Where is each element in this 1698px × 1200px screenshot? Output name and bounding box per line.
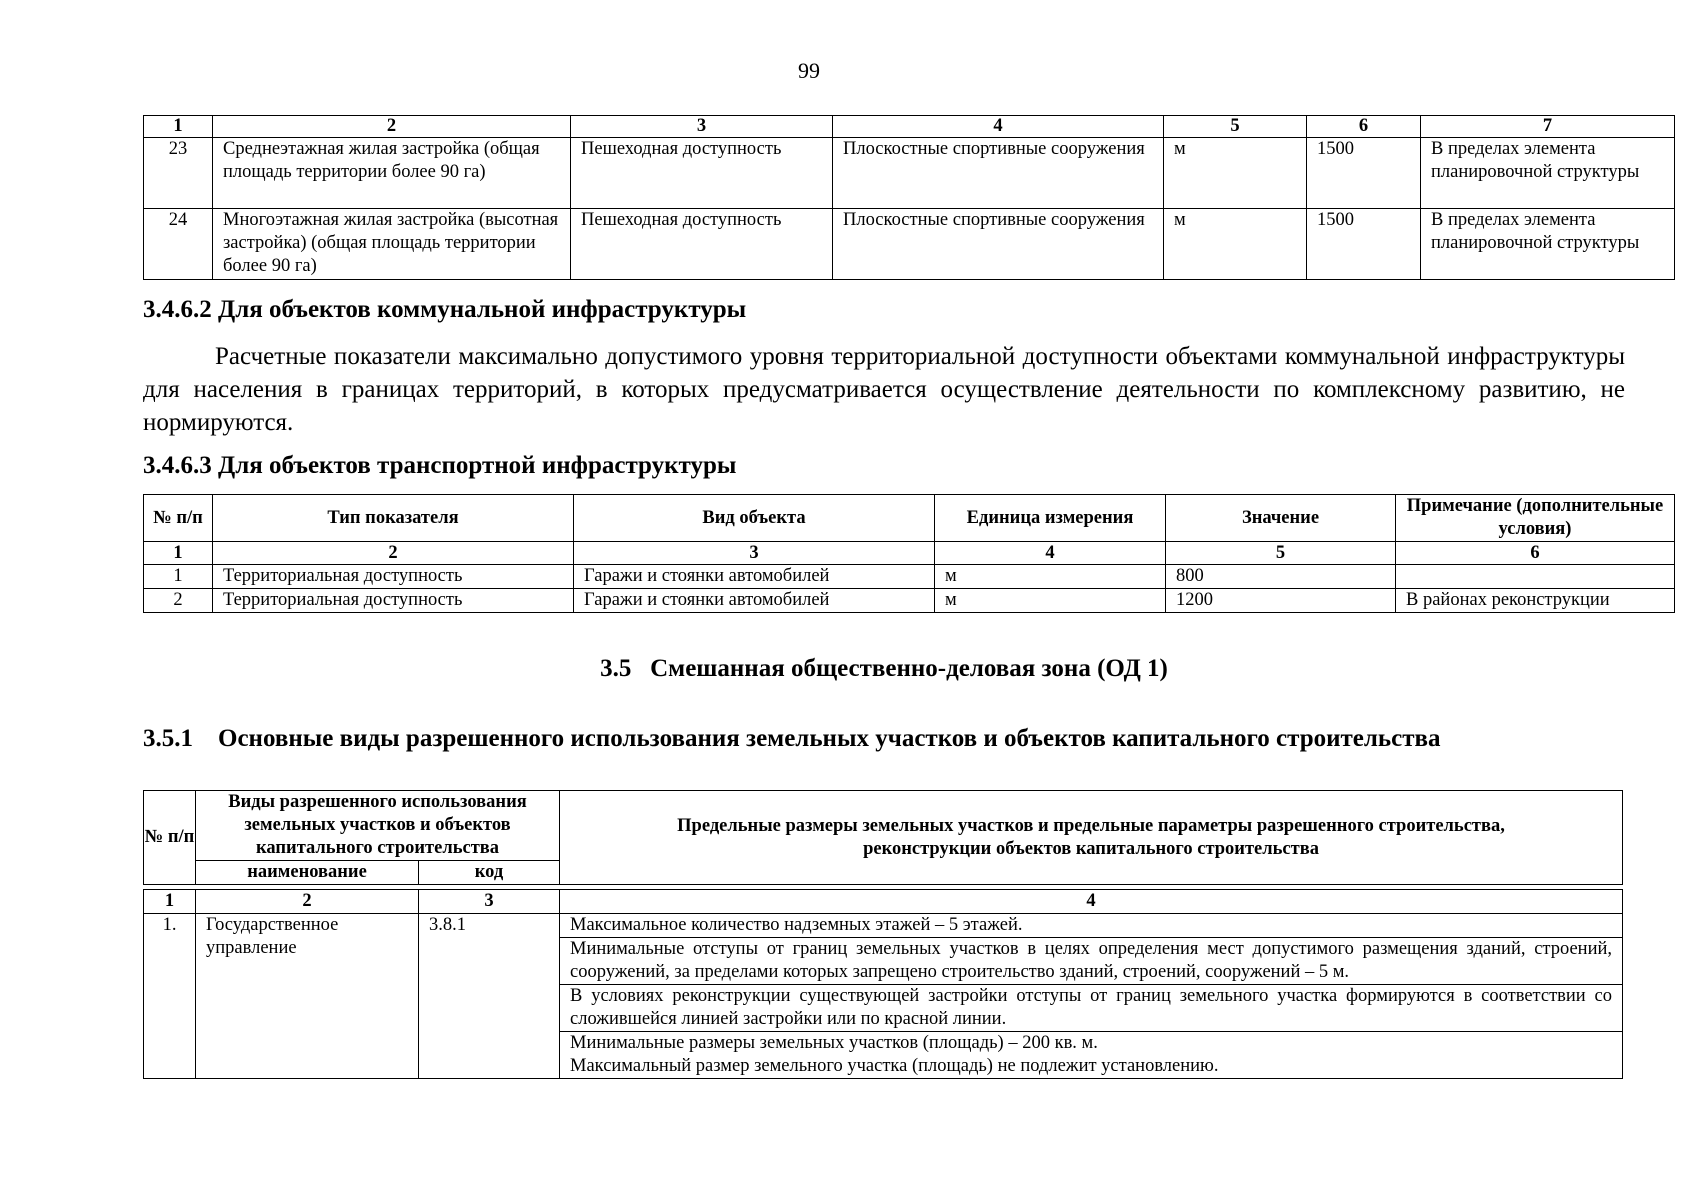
table-row <box>144 565 1675 589</box>
zone-heading: 3.5 Смешанная общественно-деловая зона (ОД 1) <box>600 655 1168 682</box>
permitted-use-table <box>143 889 1623 1079</box>
col-number: 4 <box>935 542 1166 565</box>
col-number: 5 <box>1166 542 1396 565</box>
column-number-row <box>144 116 1675 138</box>
parameter-item: Минимальные отступы от границ земельных участков в целях определения мест допустимого размещения зданий, строений, сооружений, за пределами которых запрещено строительство зданий, строений, сооружений – 5 м. <box>560 938 1622 985</box>
row-number: 24 <box>144 209 213 280</box>
header-note: Примечание (дополнительные условия) <box>1396 495 1675 542</box>
object-type: Гаражи и стоянки автомобилей <box>574 589 935 613</box>
col-number: 3 <box>419 890 560 914</box>
parameters-cell <box>560 914 1623 1079</box>
row-number: 1. <box>144 914 196 1079</box>
header-params: Предельные размеры земельных участков и предельные параметры разрешенного строительства, реконструкции объектов капитального строительства <box>560 791 1623 885</box>
section-paragraph-3462: Расчетные показатели максимально допустимого уровня территориальной доступности объектами коммунальной инфраструктуры для населения в границах территорий, в которых предусматривается осуществление деятельности по комплексному развитию, не нормируются. <box>143 343 1625 436</box>
parameter-item: В условиях реконструкции существующей застройки отступы от границ земельного участка формируются в соответствии со сложившейся линией застройки или по красной линии. <box>560 985 1622 1032</box>
column-number-row <box>144 542 1675 565</box>
col-number: 2 <box>213 542 574 565</box>
object-type: Плоскостные спортивные сооружения <box>833 209 1164 280</box>
unit: м <box>1164 138 1307 209</box>
value: 1200 <box>1166 589 1396 613</box>
note: В пределах элемента планировочной структуры <box>1421 138 1675 209</box>
col-number: 3 <box>574 542 935 565</box>
col-number: 3 <box>571 116 833 138</box>
value: 800 <box>1166 565 1396 589</box>
column-number-row <box>144 890 1623 914</box>
header-type: Тип показателя <box>213 495 574 542</box>
header-number: № п/п <box>144 495 213 542</box>
unit: м <box>935 589 1166 613</box>
note <box>1396 565 1675 589</box>
indicator-type: Территориальная доступность <box>213 589 574 613</box>
table-row <box>144 209 1675 280</box>
table-row <box>144 138 1675 209</box>
col-number: 1 <box>144 542 213 565</box>
col-number: 7 <box>1421 116 1675 138</box>
zone-type: Среднеэтажная жилая застройка (общая площадь территории более 90 га) <box>213 138 571 209</box>
header-number: № п/п <box>144 791 196 885</box>
table-row <box>144 589 1675 613</box>
header-value: Значение <box>1166 495 1396 542</box>
header-row <box>144 791 1623 861</box>
accessibility: Пешеходная доступность <box>571 209 833 280</box>
use-code: 3.8.1 <box>419 914 560 1079</box>
row-number: 2 <box>144 589 213 613</box>
col-number: 4 <box>560 890 1623 914</box>
parameter-item <box>560 1032 1622 1079</box>
col-number: 6 <box>1396 542 1675 565</box>
header-object: Вид объекта <box>574 495 935 542</box>
row-number: 1 <box>144 565 213 589</box>
col-number: 4 <box>833 116 1164 138</box>
header-unit: Единица измерения <box>935 495 1166 542</box>
col-number: 2 <box>196 890 419 914</box>
page-number: 99 <box>798 58 820 83</box>
parameter-line: Максимальный размер земельного участка (площадь) не подлежит установлению. <box>570 1056 1219 1076</box>
section-heading-351: 3.5.1 Основные виды разрешенного использования земельных участков и объектов капитального строительства <box>143 725 1441 752</box>
accessibility: Пешеходная доступность <box>571 138 833 209</box>
row-number: 23 <box>144 138 213 209</box>
col-number: 2 <box>213 116 571 138</box>
transport-infrastructure-table <box>143 494 1675 613</box>
table-row <box>144 914 1623 1079</box>
unit: м <box>935 565 1166 589</box>
header-name: наименование <box>196 861 419 885</box>
object-type: Гаражи и стоянки автомобилей <box>574 565 935 589</box>
use-name: Государственное управление <box>196 914 419 1079</box>
unit: м <box>1164 209 1307 280</box>
value: 1500 <box>1307 138 1421 209</box>
object-type: Плоскостные спортивные сооружения <box>833 138 1164 209</box>
col-number: 6 <box>1307 116 1421 138</box>
indicator-type: Территориальная доступность <box>213 565 574 589</box>
header-row <box>144 495 1675 542</box>
value: 1500 <box>1307 209 1421 280</box>
col-number: 1 <box>144 116 213 138</box>
parameter-item: Максимальное количество надземных этажей – 5 этажей. <box>570 915 1023 935</box>
col-number: 5 <box>1164 116 1307 138</box>
parameter-line: Минимальные размеры земельных участков (площадь) – 200 кв. м. <box>570 1033 1098 1053</box>
col-number: 1 <box>144 890 196 914</box>
permitted-use-header <box>143 790 1623 885</box>
zone-type: Многоэтажная жилая застройка (высотная застройка) (общая площадь территории более 90 га) <box>213 209 571 280</box>
note: В районах реконструкции <box>1396 589 1675 613</box>
header-code: код <box>419 861 560 885</box>
header-kinds: Виды разрешенного использования земельных участков и объектов капитального строительства <box>196 791 560 861</box>
note: В пределах элемента планировочной структуры <box>1421 209 1675 280</box>
sports-facilities-table <box>143 115 1675 280</box>
parameters-list <box>560 914 1622 1078</box>
section-heading-3463: 3.4.6.3 Для объектов транспортной инфраструктуры <box>143 452 737 479</box>
section-heading-3462: 3.4.6.2 Для объектов коммунальной инфраструктуры <box>143 296 747 323</box>
